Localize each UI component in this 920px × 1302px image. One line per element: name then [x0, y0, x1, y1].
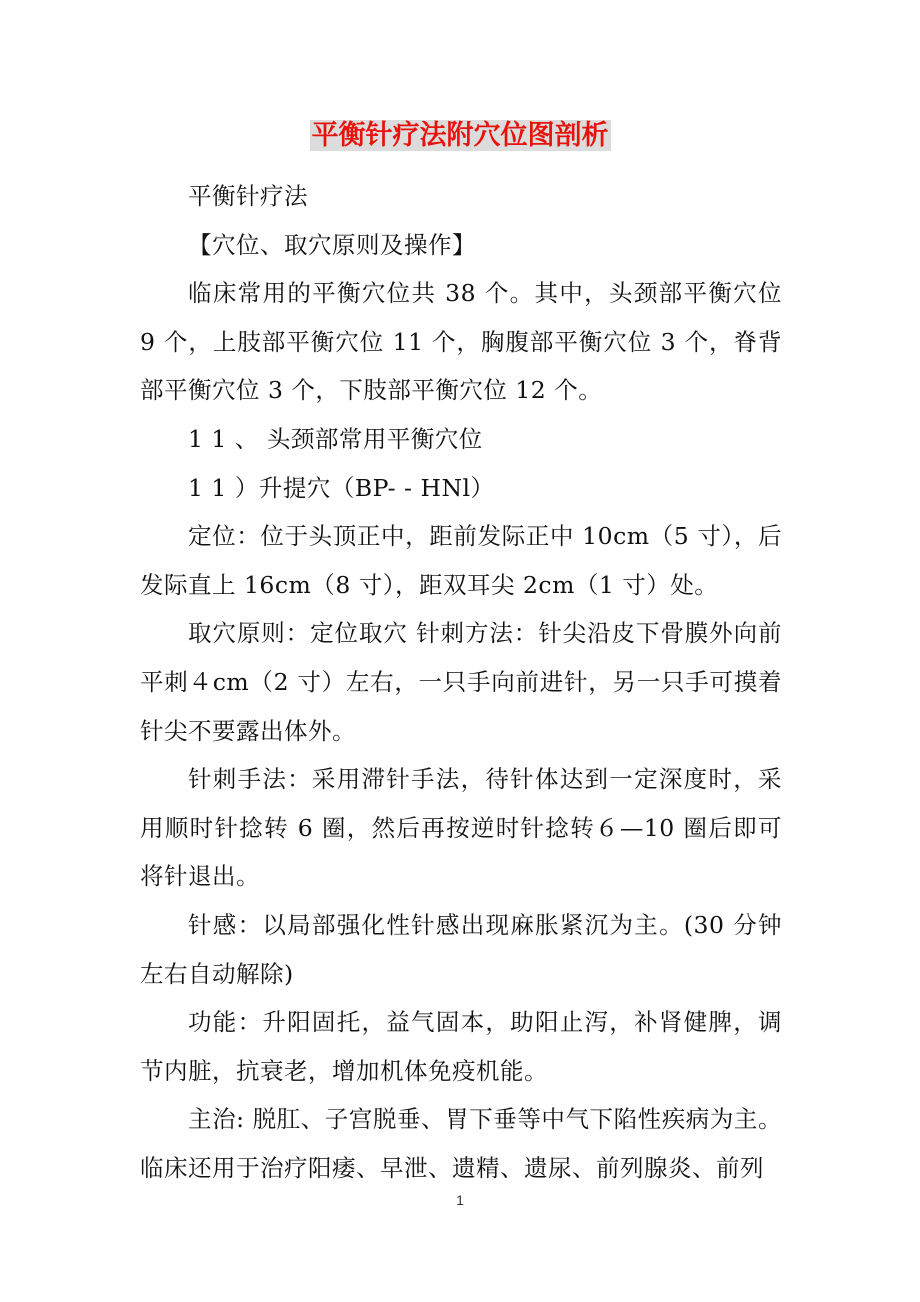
paragraph-function: 功能：升阳固托，益气固本，助阳止泻，补肾健脾，调节内脏，抗衰老，增加机体免疫机能。 [140, 1008, 782, 1085]
document-title-text: 平衡针疗法附穴位图剖析 [311, 120, 609, 151]
paragraph-section-heading: 【穴位、取穴原则及操作】 [188, 230, 476, 259]
paragraph-heading-method: 平衡针疗法 [188, 182, 308, 210]
page-number: 1 [456, 1192, 464, 1208]
paragraph-selection-principle: 取穴原则：定位取穴 针刺方法：针尖沿皮下骨膜外向前平刺４cm（2 寸）左右，一只手向前进针，另一只手可摸着针尖不要露出体外。 [140, 619, 782, 745]
paragraph-location: 定位：位于头顶正中，距前发际正中 10cm（5 寸），后发际直上 16cm（8 寸），距双耳尖 2cm（1 寸）处。 [140, 522, 782, 599]
document-body [140, 172, 782, 1192]
paragraph-head-neck-heading: 1 1 、 头颈部常用平衡穴位 [188, 424, 483, 453]
paragraph-needle-sensation: 针感：以局部强化性针感出现麻胀紧沉为主。(30 分钟左右自动解除) [140, 910, 782, 988]
document-title [0, 116, 920, 156]
paragraph-shengti-point: 1 1 ）升提穴（BP- - HNl） [188, 473, 495, 502]
paragraph-acupoint-count: 临床常用的平衡穴位共 38 个。其中，头颈部平衡穴位 9 个，上肢部平衡穴位 11 个，胸腹部平衡穴位 3 个，脊背部平衡穴位 3 个，下肢部平衡穴位 12 个。 [140, 279, 782, 405]
paragraph-needling-technique: 针刺手法：采用滞针手法，待针体达到一定深度时，采用顺时针捻转 6 圈，然后再按逆时针捻转６—10 圈后即可将针退出。 [140, 765, 782, 891]
paragraph-indications: 主治: 脱肛、子宫脱垂、胃下垂等中气下陷性疾病为主。临床还用于治疗阳痿、早泄、遗精、遗尿、前列腺炎、前列 [140, 1105, 782, 1182]
